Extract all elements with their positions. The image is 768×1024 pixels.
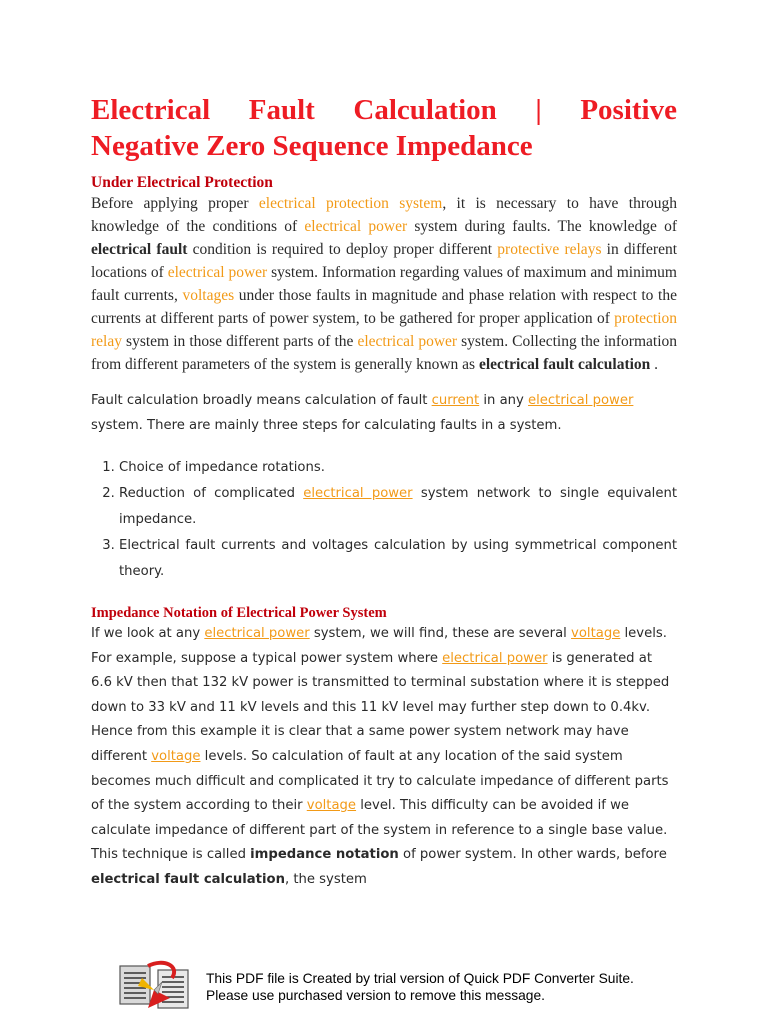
section-heading: Impedance Notation of Electrical Power System: [91, 605, 387, 621]
link-voltage[interactable]: voltage: [151, 748, 201, 764]
link-voltage[interactable]: voltage: [306, 798, 357, 814]
impedance-notation-paragraph: If we look at any electrical power system, we will find, these are several voltage levels. For example, suppose a typical power system where electrical power is generated at 6.6 kV then that 132 kV power is transmitted to terminal substation where it is stepped down to 33 kV and 11 kV levels and this 11 kV level may further step down to 0.4kv. Hence from this example it is clear that a same power system network may have different voltage levels. So calculation of fault at any location of the said system becomes much difficult and complicated it try to calculate impedance of different parts of the system according to their voltage level. This difficulty can be avoided if we calculate impedance of different part of the system in reference to a single base value. This technique is called impedance notation of power system. In other wards, before electrical fault calculation, the system: [91, 626, 670, 887]
bold-electrical-fault-calculation: electrical fault calculation: [91, 871, 285, 887]
pdf-converter-logo-icon: [118, 960, 194, 1010]
bold-electrical-fault: electrical fault: [91, 241, 188, 258]
trial-watermark-text: [206, 970, 634, 1004]
link-protective-relays[interactable]: protective relays: [497, 241, 602, 258]
link-electrical-power[interactable]: electrical power: [167, 264, 268, 281]
bold-impedance-notation: impedance notation: [250, 847, 399, 863]
link-electrical-power[interactable]: electrical power: [304, 218, 408, 235]
trial-watermark-line-1: This PDF file is Created by trial version of Quick PDF Converter Suite.: [206, 971, 634, 986]
trial-watermark-line-2: Please use purchased version to remove this message.: [206, 988, 545, 1003]
title-line-2: Negative Zero Sequence Impedance: [91, 130, 533, 162]
link-electrical-power[interactable]: electrical power: [442, 650, 548, 666]
link-voltage[interactable]: voltage: [571, 626, 621, 641]
pdf-converter-footer: [118, 960, 678, 1010]
list-item: 2. Reduction of complicated electrical power system network to single equivalent impedance.: [119, 481, 677, 533]
document-title: [91, 92, 677, 164]
list-item: 1. Choice of impedance rotations.: [119, 455, 677, 481]
section-label: Under Electrical Protection: [91, 174, 273, 191]
link-protection-relay[interactable]: protection relay: [91, 310, 677, 350]
title-line-1: Electrical Fault Calculation | Positive: [91, 94, 677, 126]
bold-electrical-fault-calculation: electrical fault calculation: [478, 356, 651, 373]
link-voltages[interactable]: voltages: [182, 287, 235, 304]
link-electrical-protection-system[interactable]: electrical protection system: [258, 195, 443, 212]
fault-calculation-paragraph: Fault calculation broadly means calculation of fault current in any electrical power system. There are mainly three steps for calculating faults in a system.: [91, 393, 634, 433]
link-electrical-power[interactable]: electrical power: [528, 393, 634, 408]
document-page: [91, 92, 677, 893]
link-electrical-power[interactable]: electrical power: [204, 626, 310, 641]
link-electrical-power[interactable]: electrical power: [357, 333, 458, 350]
intro-paragraph: Before applying proper electrical protection system, it is necessary to have through knowledge of the conditions of electrical power system during faults. The knowledge of electrical fault condition is required to deploy proper different protective relays in different locations of electrical power system. Information regarding values of maximum and minimum fault currents, voltages under those faults in magnitude and phase relation with respect to the currents at different parts of power system, to be gathered for proper application of protection relay system in those different parts of the electrical power system. Collecting the information from different parameters of the system is generally known as electrical fault calculation .: [91, 195, 678, 373]
link-electrical-power[interactable]: electrical power: [303, 486, 413, 501]
link-current[interactable]: current: [431, 393, 480, 408]
list-item: 3. Electrical fault currents and voltages calculation by using symmetrical component theory.: [119, 533, 677, 585]
steps-list: [91, 455, 677, 585]
